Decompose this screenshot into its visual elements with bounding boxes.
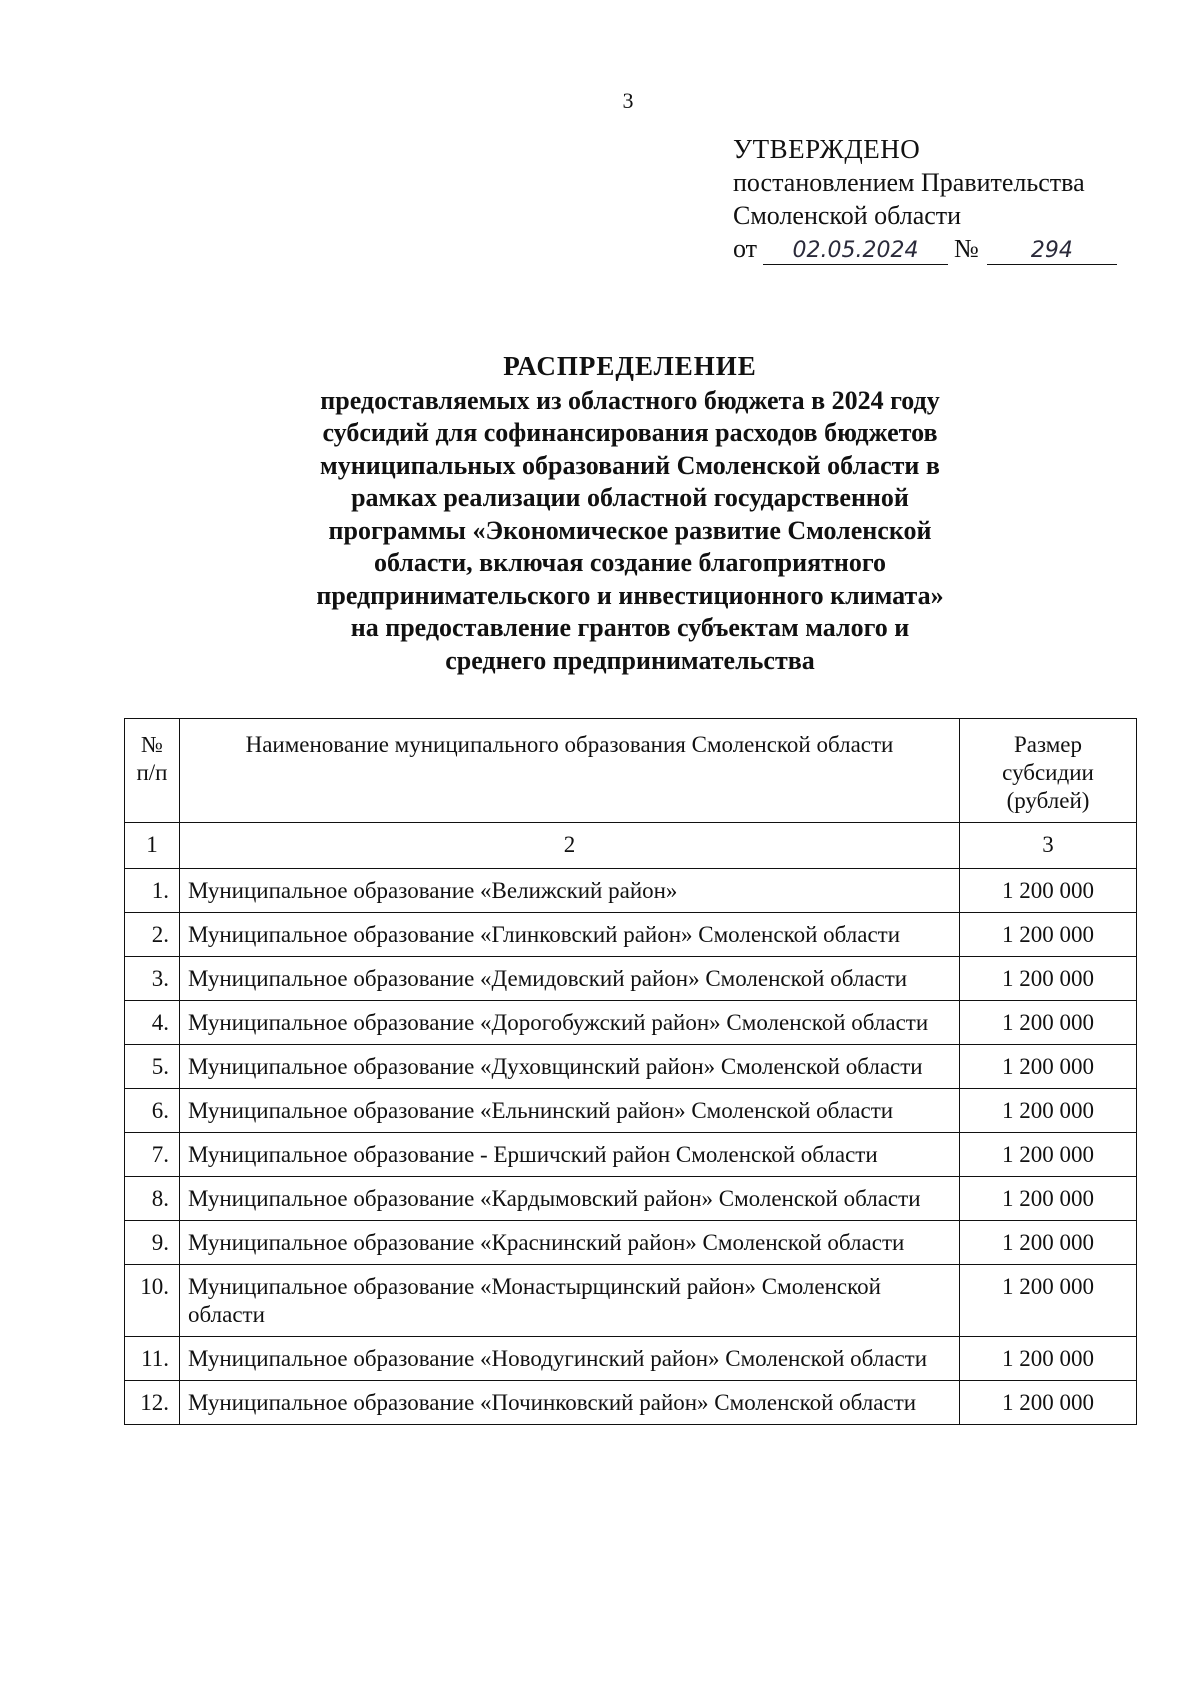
title-line: предоставляемых из областного бюджета в 2024 году — [320, 385, 940, 415]
row-amount: 1 200 000 — [960, 1337, 1137, 1381]
row-number: 7. — [125, 1133, 180, 1177]
row-name: Муниципальное образование «Починковский район» Смоленской области — [180, 1381, 960, 1425]
header-num-line: п/п — [136, 760, 168, 785]
table-header-row — [125, 719, 1137, 823]
row-amount: 1 200 000 — [960, 1221, 1137, 1265]
row-number: 1. — [125, 869, 180, 913]
row-number: 2. — [125, 913, 180, 957]
row-amount: 1 200 000 — [960, 1133, 1137, 1177]
approval-line-1: постановлением Правительства — [733, 168, 1085, 197]
table-row — [125, 1133, 1137, 1177]
table-row — [125, 1089, 1137, 1133]
number-prefix: № — [954, 234, 979, 263]
document-title — [190, 350, 1070, 677]
table-row — [125, 1045, 1137, 1089]
header-num-line: № — [141, 732, 163, 757]
header-amount-line: субсидии — [1002, 760, 1094, 785]
row-number: 5. — [125, 1045, 180, 1089]
row-amount: 1 200 000 — [960, 1045, 1137, 1089]
row-number: 11. — [125, 1337, 180, 1381]
row-name: Муниципальное образование «Глинковский район» Смоленской области — [180, 913, 960, 957]
column-index-row — [125, 823, 1137, 869]
header-amount-line: Размер — [1013, 732, 1083, 757]
title-main: РАСПРЕДЕЛЕНИЕ — [503, 351, 757, 381]
row-amount: 1 200 000 — [960, 913, 1137, 957]
table-row — [125, 1001, 1137, 1045]
row-number: 4. — [125, 1001, 180, 1045]
approval-date-line — [733, 232, 1117, 265]
approval-line-2: Смоленской области — [733, 201, 962, 230]
column-index: 2 — [180, 823, 960, 869]
table-row — [125, 1381, 1137, 1425]
row-amount: 1 200 000 — [960, 957, 1137, 1001]
table-row — [125, 1221, 1137, 1265]
row-name: Муниципальное образование «Краснинский район» Смоленской области — [180, 1221, 960, 1265]
approval-heading: УТВЕРЖДЕНО — [733, 134, 921, 164]
row-name: Муниципальное образование «Новодугинский район» Смоленской области — [180, 1337, 960, 1381]
row-amount: 1 200 000 — [960, 1381, 1137, 1425]
header-num — [125, 719, 180, 823]
row-number: 9. — [125, 1221, 180, 1265]
distribution-table — [124, 718, 1137, 1425]
row-name: Муниципальное образование - Ершичский район Смоленской области — [180, 1133, 960, 1177]
table-row — [125, 913, 1137, 957]
row-number: 3. — [125, 957, 180, 1001]
table-row — [125, 1265, 1137, 1337]
title-line: рамках реализации областной государственной — [351, 483, 909, 512]
title-line: на предоставление грантов субъектам малого и — [350, 613, 910, 642]
header-amount — [960, 719, 1137, 823]
row-amount: 1 200 000 — [960, 869, 1137, 913]
row-name: Муниципальное образование «Кардымовский район» Смоленской области — [180, 1177, 960, 1221]
row-number: 12. — [125, 1381, 180, 1425]
row-number: 6. — [125, 1089, 180, 1133]
date-prefix: от — [733, 234, 758, 263]
row-name: Муниципальное образование «Дорогобужский район» Смоленской области — [180, 1001, 960, 1045]
title-line: среднего предпринимательства — [445, 645, 815, 675]
column-index: 1 — [125, 823, 180, 869]
row-amount: 1 200 000 — [960, 1265, 1137, 1337]
row-name: Муниципальное образование «Ельнинский район» Смоленской области — [180, 1089, 960, 1133]
approval-block — [733, 133, 1117, 265]
title-line: субсидий для софинансирования расходов бюджетов — [322, 418, 938, 447]
title-line: области, включая создание благоприятного — [373, 548, 887, 577]
row-name: Муниципальное образование «Духовщинский район» Смоленской области — [180, 1045, 960, 1089]
header-amount-line: (рублей) — [1006, 788, 1090, 813]
handwritten-date: 02.05.2024 — [763, 238, 948, 265]
row-amount: 1 200 000 — [960, 1001, 1137, 1045]
header-name: Наименование муниципального образования Смоленской области — [180, 719, 960, 823]
row-name: Муниципальное образование «Монастырщинский район» Смоленской области — [180, 1265, 960, 1337]
row-number: 8. — [125, 1177, 180, 1221]
table-row — [125, 1337, 1137, 1381]
table-row — [125, 869, 1137, 913]
row-number: 10. — [125, 1265, 180, 1337]
title-line: муниципальных образований Смоленской области в — [320, 450, 940, 480]
page-number: 3 — [622, 88, 634, 113]
row-name: Муниципальное образование «Велижский район» — [180, 869, 960, 913]
title-line: предпринимательского и инвестиционного климата» — [316, 580, 944, 610]
row-amount: 1 200 000 — [960, 1177, 1137, 1221]
title-line: программы «Экономическое развитие Смоленской — [328, 515, 932, 545]
column-index: 3 — [960, 823, 1137, 869]
row-name: Муниципальное образование «Демидовский район» Смоленской области — [180, 957, 960, 1001]
table-row — [125, 1177, 1137, 1221]
row-amount: 1 200 000 — [960, 1089, 1137, 1133]
handwritten-number: 294 — [987, 238, 1117, 265]
table-row — [125, 957, 1137, 1001]
